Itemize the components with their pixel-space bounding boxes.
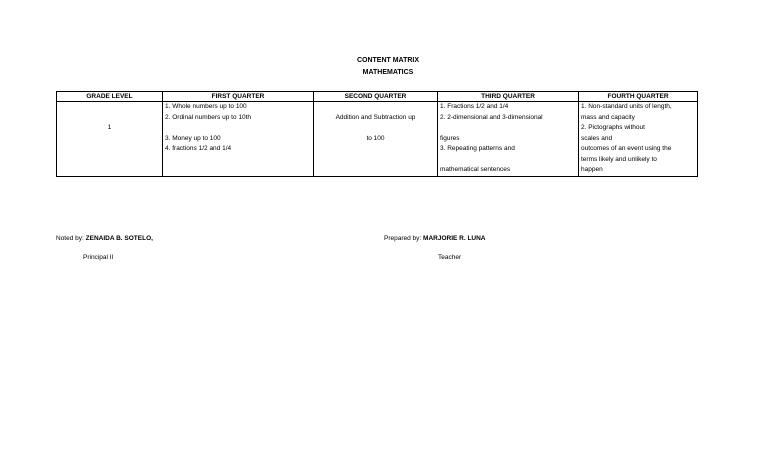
list-item: happen xyxy=(581,166,603,173)
table-header-row xyxy=(57,92,698,102)
noted-by-title: Principal II xyxy=(83,254,114,261)
noted-by-name: ZENAIDA B. SOTELO, xyxy=(85,235,153,242)
header-third-quarter: THIRD QUARTER xyxy=(438,92,579,102)
content-matrix-table xyxy=(56,91,698,177)
list-item: 2. Ordinal numbers up to 10th xyxy=(165,113,251,121)
list-item: scales and xyxy=(581,134,613,142)
document-subject: MATHEMATICS xyxy=(362,69,414,76)
header-first-quarter: FIRST QUARTER xyxy=(163,92,314,102)
list-item: 2. Pictographs without xyxy=(581,124,645,131)
noted-by-line xyxy=(56,235,153,242)
list-item: 2. 2-dimensional and 3-dimensional xyxy=(440,113,543,121)
table-row xyxy=(57,102,698,177)
list-item: 3. Money up to 100 xyxy=(165,134,221,142)
list-item: Addition and Subtraction up xyxy=(335,113,416,121)
prepared-by-label: Prepared by: xyxy=(384,235,424,242)
list-item: 1. Fractions 1/2 and 1/4 xyxy=(440,103,509,110)
cell-first-quarter xyxy=(163,102,314,177)
noted-by-label: Noted by: xyxy=(56,235,86,242)
list-item: to 100 xyxy=(366,134,385,142)
list-item: mathematical sentences xyxy=(440,166,511,173)
prepared-by-name: MARJORIE R. LUNA xyxy=(423,235,486,242)
grade-level-value: 1 xyxy=(107,124,112,131)
list-item: 4. fractions 1/2 and 1/4 xyxy=(165,145,232,152)
document-title: CONTENT MATRIX xyxy=(356,57,420,64)
header-grade-level: GRADE LEVEL xyxy=(57,92,163,102)
list-item: figures xyxy=(440,134,460,142)
list-item: outcomes of an event using the xyxy=(581,145,672,152)
list-item: 1. Non-standard units of length, xyxy=(581,103,672,110)
list-item: terms likely and unlikely to xyxy=(581,155,657,163)
list-item: 1. Whole numbers up to 100 xyxy=(165,103,247,110)
header-second-quarter: SECOND QUARTER xyxy=(314,92,438,102)
header-fourth-quarter: FOURTH QUARTER xyxy=(579,92,698,102)
cell-fourth-quarter xyxy=(579,102,698,177)
list-item: mass and capacity xyxy=(581,113,635,121)
cell-grade-level xyxy=(57,102,163,177)
list-item: 3. Repeating patterns and xyxy=(440,145,515,152)
prepared-by-line xyxy=(384,235,486,242)
cell-second-quarter xyxy=(314,102,438,177)
prepared-by-title: Teacher xyxy=(438,254,462,261)
cell-third-quarter xyxy=(438,102,579,177)
